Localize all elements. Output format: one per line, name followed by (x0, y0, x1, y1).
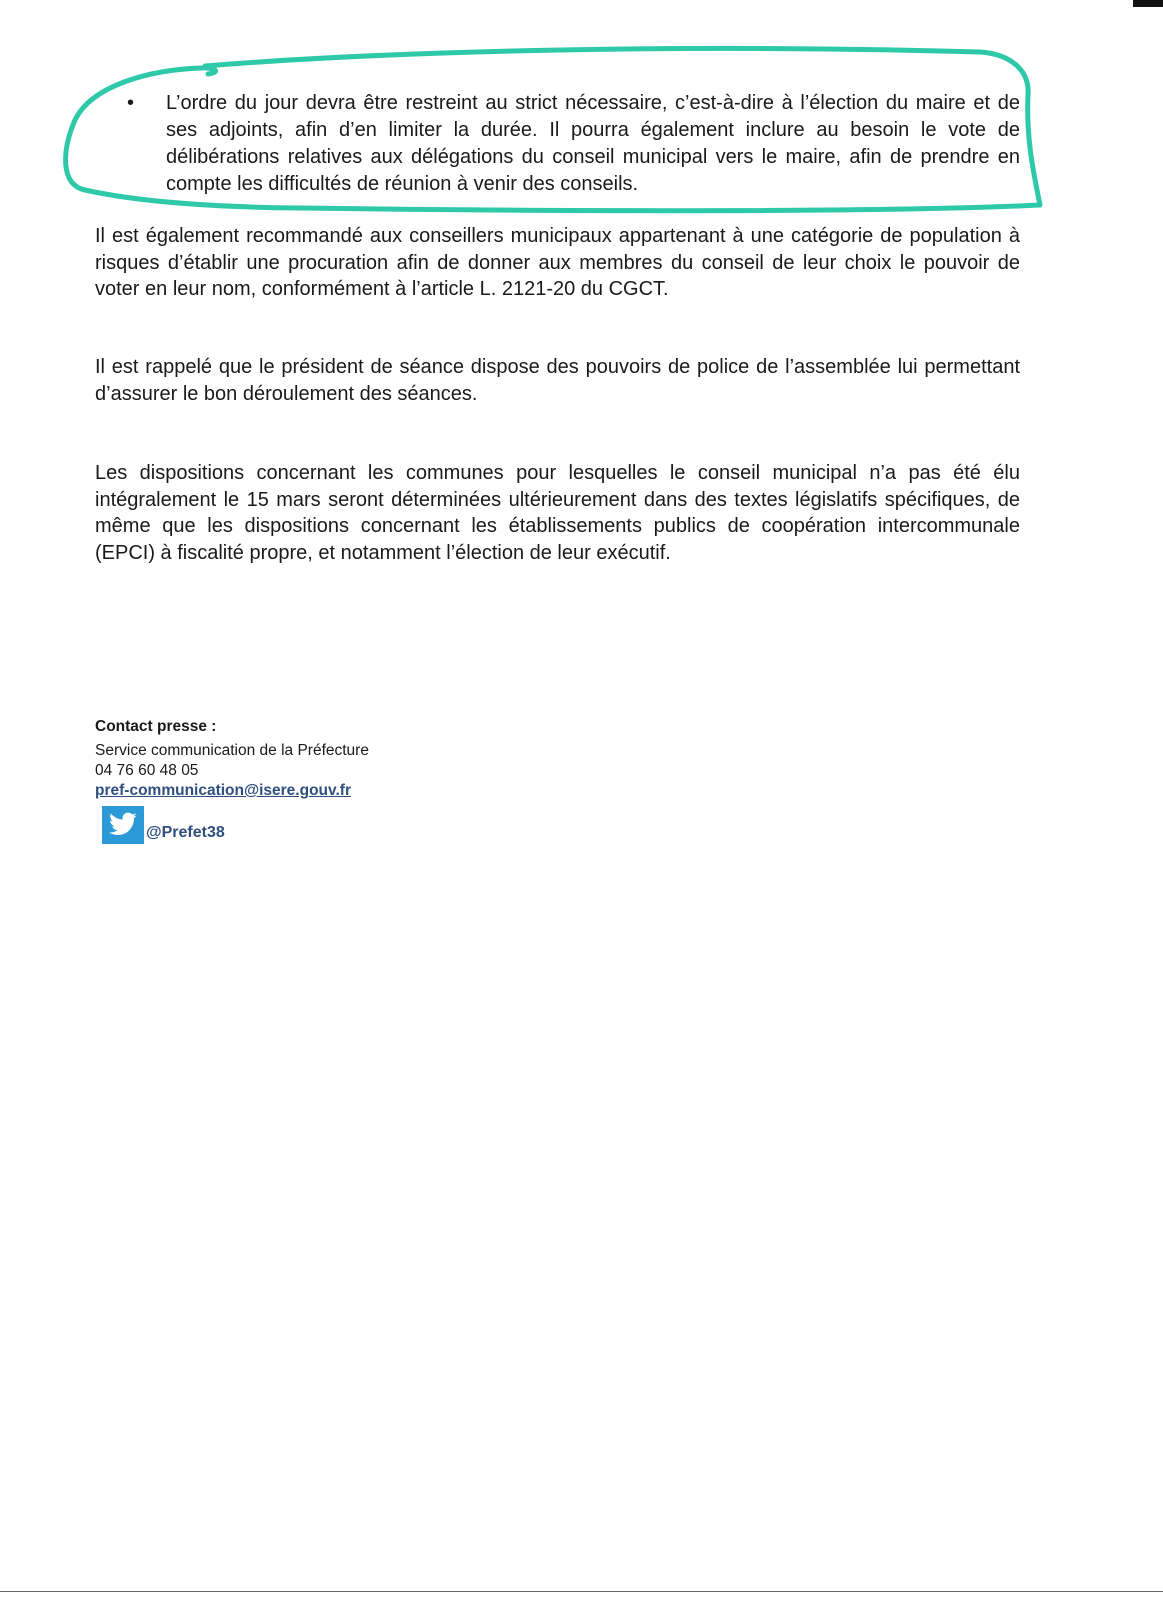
paragraph-procuration: Il est également recommandé aux conseillers municipaux appartenant à une catégorie de population à risques d’établir une procuration afin de donner aux membres du conseil de leur choix le pouvoir de voter en leur nom, conformément à l’article L. 2121-20 du CGCT. (95, 225, 1020, 300)
contact-email-link[interactable]: pref-communication@isere.gouv.fr (95, 782, 351, 799)
contact-title: Contact presse : (95, 718, 217, 735)
page-bottom-edge (0, 1591, 1163, 1592)
press-contact (95, 717, 369, 801)
twitter-link[interactable] (102, 806, 225, 844)
bullet-item (127, 90, 1020, 198)
contact-phone: 04 76 60 48 05 (95, 762, 199, 779)
bullet-text: L’ordre du jour devra être restreint au strict nécessaire, c’est-à-dire à l’élection du maire et de ses adjoints, afin d’en limiter la durée. Il pourra également inclure au besoin le vote de délibérations relatives aux délégations du conseil municipal vers le maire, afin de prendre en compte les difficultés de réunion à venir des conseils. (166, 92, 1020, 195)
paragraph-dispositions-communes: Les dispositions concernant les communes pour lesquelles le conseil municipal n’a pas été élu intégralement le 15 mars seront déterminées ultérieurement dans des textes législatifs spécifiques, de même que les dispositions concernant les établissements publics de coopération intercommunale (EPCI) à fiscalité propre, et notamment l’élection de leur exécutif. (95, 462, 1020, 564)
contact-service: Service communication de la Préfecture (95, 742, 369, 759)
bullet-dot: • (127, 92, 135, 114)
twitter-handle[interactable]: @Prefet38 (146, 824, 225, 841)
scan-corner-mark (1133, 0, 1163, 7)
paragraph-police-pouvoirs: Il est rappelé que le président de séance dispose des pouvoirs de police de l’assemblée lui permettant d’assurer le bon déroulement des séances. (95, 356, 1020, 405)
twitter-bird-icon (102, 806, 144, 844)
